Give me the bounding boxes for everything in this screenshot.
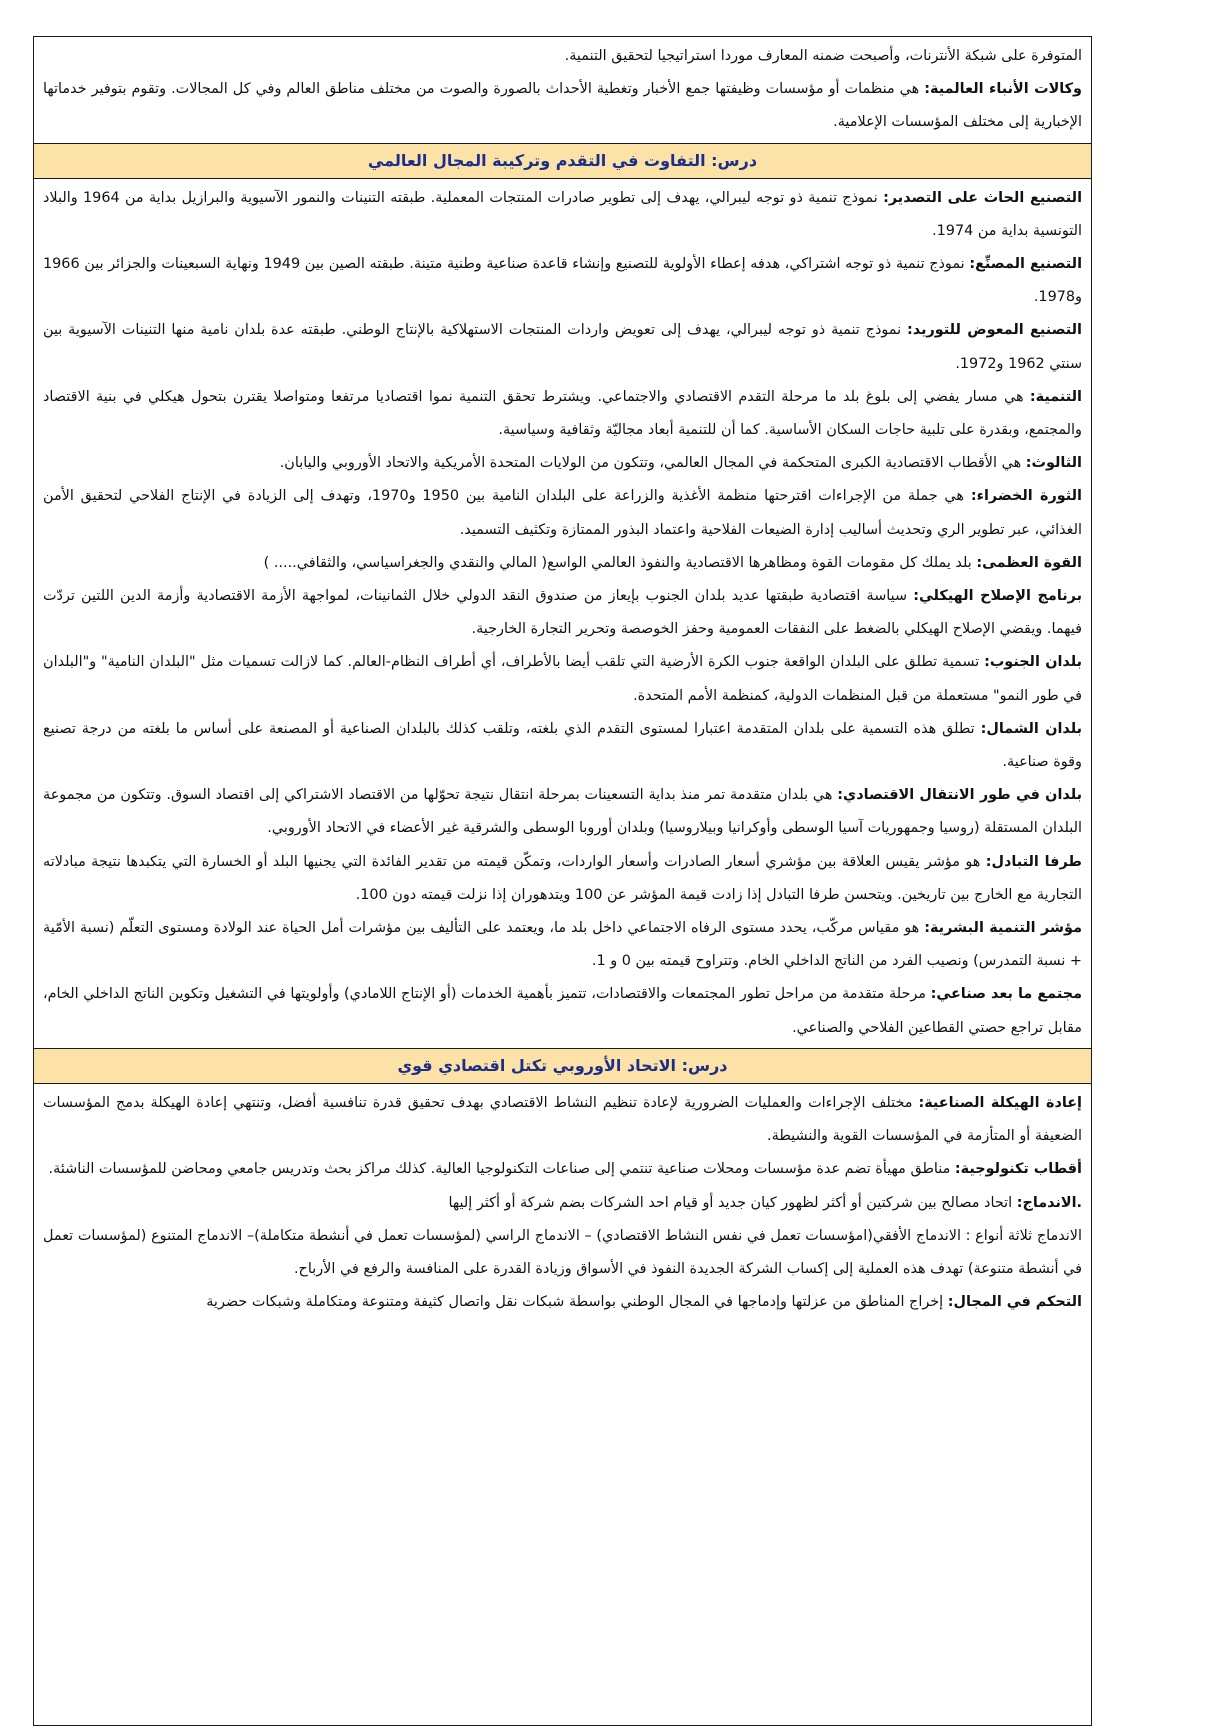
definition-term: إعادة الهيكلة الصناعية: xyxy=(918,1094,1082,1111)
intro-block xyxy=(34,37,1091,144)
definition-entry xyxy=(43,314,1082,380)
definition-text: سياسة اقتصادية طبقتها عديد بلدان الجنوب بإيعاز من صندوق النقد الدولي خلال الثمانينات، لمواجهة الأزمة الاقتصادية وأزمة الدين اللتين تردّت فيهما. ويقضي الإصلاح الهيكلي بالضغط على النفقات العمومية وحفز الخوصصة وتحرير التجارة الخارجية. xyxy=(43,588,1082,638)
definition-term: التصنيع الحاث على التصدير: xyxy=(883,189,1082,206)
lesson-title-2: درس: الاتحاد الأوروبي تكتل اقتصادي قوي xyxy=(34,1049,1091,1084)
definition-term: بلدان الشمال: xyxy=(980,720,1083,737)
lesson1-definitions xyxy=(34,179,1091,1049)
definition-text: هي بلدان متقدمة تمر منذ بداية التسعينات بمرحلة انتقال نتيجة تحوّلها من الاقتصاد الاشتراكي إلى اقتصاد السوق. وتتكون من مجموعة البلدان المستقلة (روسيا وجمهوريات آسيا الوسطى وأوكرانيا وبيلاروسيا) وبلدان أوروبا الوسطى والشرقية غير الأعضاء في الاتحاد الأوروبي. xyxy=(43,787,1082,837)
definition-text: مختلف الإجراءات والعمليات الضرورية لإعادة تنظيم النشاط الاقتصادي بهدف تحقيق قدرة تنافسية أفضل، وتنتهي إعادة الهيكلة بدمج المؤسسات الضعيفة أو المتأزمة في المؤسسات القوية والنشيطة. xyxy=(43,1094,1082,1145)
definition-term: الثالوث: xyxy=(1025,455,1082,472)
definition-text: هي مسار يفضي إلى بلوغ بلد ما مرحلة التقدم الاقتصادي والاجتماعي. ويشترط تحقق التنمية نموا اقتصاديا مرتفعا ومتواصلا يقترن بتحول هيكلي في بنية الاقتصاد والمجتمع، وبقدرة على تلبية حاجات السكان الأساسية. كما أن للتنمية أبعاد مجاليّة وثقافية وسياسية. xyxy=(43,388,1082,439)
definition-term: طرفا التبادل: xyxy=(985,853,1082,870)
definition-text: الاندماج ثلاثة أنواع : الاندماج الأفقي(امؤسسات تعمل في نفس النشاط الاقتصادي) – الاندماج الراسي (لمؤسسات تعمل في أنشطة متكاملة)– الاندماج المتنوع (لمؤسسات تعمل في أنشطة متنوعة) تهدف هذه العملية إلى إكساب الشركة الجديدة النفوذ في الأسواق وزيادة القدرة على المنافسة والرفع في الأرباح. xyxy=(43,1227,1082,1277)
definition-term: بلدان الجنوب: xyxy=(984,654,1082,671)
definition-term: التصنيع المصنِّع: xyxy=(969,256,1083,273)
definition-text: تطلق هذه التسمية على بلدان المتقدمة اعتبارا لمستوى التقدم الذي بلغته، وتلقب كذلك بالبلدان الصناعية أو المصنعة على أساس ما بلغته من درجة تصنيع وقوة صناعية. xyxy=(43,720,1082,771)
definition-term: .الاندماج: xyxy=(1016,1194,1082,1211)
definition-entry xyxy=(43,480,1082,546)
definition-entry xyxy=(43,580,1082,646)
definition-entry xyxy=(43,713,1082,779)
definition-text: بلد يملك كل مقومات القوة ومظاهرها الاقتصادية والنفوذ العالمي الواسع( المالي والنقدي والجغراسياسي، والثقافي..... ) xyxy=(263,554,977,571)
definition-text: إخراج المناطق من عزلتها وإدماجها في المجال الوطني بواسطة شبكات نقل واتصال كثيفة ومتنوعة ومتكاملة وشبكات حضرية xyxy=(206,1294,948,1311)
definition-text: نموذج تنمية ذو توجه ليبرالي، يهدف إلى تطوير صادرات المنتجات المعملية. طبقته التنينات والنمور الآسيوية والبرازيل بداية من 1964 والبلاد التونسية بداية من 1974. xyxy=(43,189,1082,239)
definition-text: نموذج تنمية ذو توجه اشتراكي، هدفه إعطاء الأولوية للتصنيع وإنشاء قاعدة صناعية وطنية متينة. طبقته الصين بين 1949 ونهاية السبعينات والجزائر بين 1966 و1978. xyxy=(43,256,1082,306)
definition-entry xyxy=(43,978,1082,1044)
definition-entry xyxy=(43,846,1082,912)
definition-term: وكالات الأنباء العالمية: xyxy=(924,81,1082,98)
definition-term: برنامج الإصلاح الهيكلي: xyxy=(913,588,1082,605)
definition-entry xyxy=(43,182,1082,248)
definition-text: نموذج تنمية ذو توجه ليبرالي، يهدف إلى تعويض واردات المنتجات الاستهلاكية بالإنتاج الوطني. طبقته عدة بلدان نامية منها التنينات الآسيوية بين سنتي 1962 و1972. xyxy=(43,322,1082,372)
definition-entry xyxy=(43,646,1082,712)
definition-term: بلدان في طور الانتقال الاقتصادي: xyxy=(837,787,1082,804)
definition-text: تسمية تطلق على البلدان الواقعة جنوب الكرة الأرضية التي تلقب أيضا بالأطراف، أي أطراف النظام-العالم. كما لازالت تسميات مثل "البلدان النامية" و"البلدان في طور النمو" مستعملة من قبل المنظمات الدولية، كمنظمة الأمم المتحدة. xyxy=(43,654,1082,704)
definition-entry xyxy=(43,547,1082,580)
document-sheet xyxy=(33,36,1092,1726)
definition-entry xyxy=(43,1087,1082,1153)
definition-term: القوة العظمى: xyxy=(976,554,1082,571)
definition-term: التنمية: xyxy=(1029,388,1082,405)
definition-entry xyxy=(43,1153,1082,1186)
definition-entry xyxy=(43,912,1082,978)
definition-entry xyxy=(43,381,1082,447)
definition-term: التحكم في المجال: xyxy=(947,1294,1082,1311)
definition-term: مجتمع ما بعد صناعي: xyxy=(930,986,1082,1003)
definition-text: هي جملة من الإجراءات اقترحتها منظمة الأغذية والزراعة على البلدان النامية بين 1950 و1970، وتهدف إلى الزيادة في الإنتاج الفلاحي لتحقيق الأمن الغذائي، عبر تطوير الري وتحديث أساليب إدارة الضيعات الفلاحية واعتماد البذور الممتازة وتكثيف التسميد. xyxy=(43,488,1082,538)
definition-news-agencies xyxy=(43,73,1082,139)
definition-text: هي منظمات أو مؤسسات وظيفتها جمع الأخبار وتغطية الأحداث بالصورة والصوت من مختلف مناطق العالم وفي كل المجالات. وتقوم بتوفير خدماتها الإخبارية إلى مختلف المؤسسات الإعلامية. xyxy=(43,81,1082,131)
definition-text: اتحاد مصالح بين شركتين أو أكثر لظهور كيان جديد أو قيام احد الشركات بضم شركة أو أكثر إليها xyxy=(448,1194,1017,1211)
definition-entry xyxy=(43,447,1082,480)
lesson2-definitions xyxy=(34,1084,1091,1322)
definition-entry xyxy=(43,1286,1082,1319)
definition-text: مرحلة متقدمة من مراحل تطور المجتمعات والاقتصادات، تتميز بأهمية الخدمات (أو الإنتاج اللامادي) وأولويتها في التشغيل وتكوين الناتج الداخلي الخام، مقابل تراجع حصتي القطاعين الفلاحي والصناعي. xyxy=(43,986,1082,1036)
definition-entry xyxy=(43,1187,1082,1220)
definition-term: مؤشر التنمية البشرية: xyxy=(924,920,1082,937)
intro-entry-1: المتوفرة على شبكة الأنترنات، وأصبحت ضمنه المعارف موردا استراتيجيا لتحقيق التنمية. xyxy=(564,48,1082,64)
definition-term: أقطاب تكنولوجية: xyxy=(954,1161,1082,1178)
definition-text: مناطق مهيأة تضم عدة مؤسسات ومحلات صناعية تنتمي إلى صناعات التكنولوجيا العالية. كذلك مراكز بحث وتدريس جامعي ومحاضن للمؤسسات الناشئة. xyxy=(48,1161,955,1178)
definition-entry xyxy=(43,248,1082,314)
definition-text: هو مؤشر يقيس العلاقة بين مؤشري أسعار الصادرات وأسعار الواردات، وتمكّن قيمته من تقدير الفائدة التي يجنيها البلد أو الخسارة التي يتكبدها نتيجة مبادلاته التجارية مع الخارج بين تاريخين. ويتحسن طرفا التبادل إذا زادت قيمة المؤشر عن 100 ويتدهوران إذا نزلت قيمته دون 100. xyxy=(43,853,1082,903)
definition-text: هي الأقطاب الاقتصادية الكبرى المتحكمة في المجال العالمي، وتتكون من الولايات المتحدة الأمريكية والاتحاد الأوروبي واليابان. xyxy=(279,455,1026,472)
definition-text: هو مقياس مركّب، يحدد مستوى الرفاه الاجتماعي داخل بلد ما، ويعتمد على التأليف بين مؤشرات أمل الحياة عند الولادة ومستوى التعلّم (نسبة الأمّية + نسبة التمدرس) ونصيب الفرد من الناتج الداخلي الخام. وتتراوح قيمته بين 0 و 1. xyxy=(43,920,1082,970)
lesson-title-1: درس: التفاوت في التقدم وتركيبة المجال العالمي xyxy=(34,144,1091,179)
definition-entry xyxy=(43,779,1082,845)
definition-term: الثورة الخضراء: xyxy=(970,488,1082,505)
definition-entry xyxy=(43,1220,1082,1286)
definition-term: التصنيع المعوض للتوريد: xyxy=(907,322,1082,339)
